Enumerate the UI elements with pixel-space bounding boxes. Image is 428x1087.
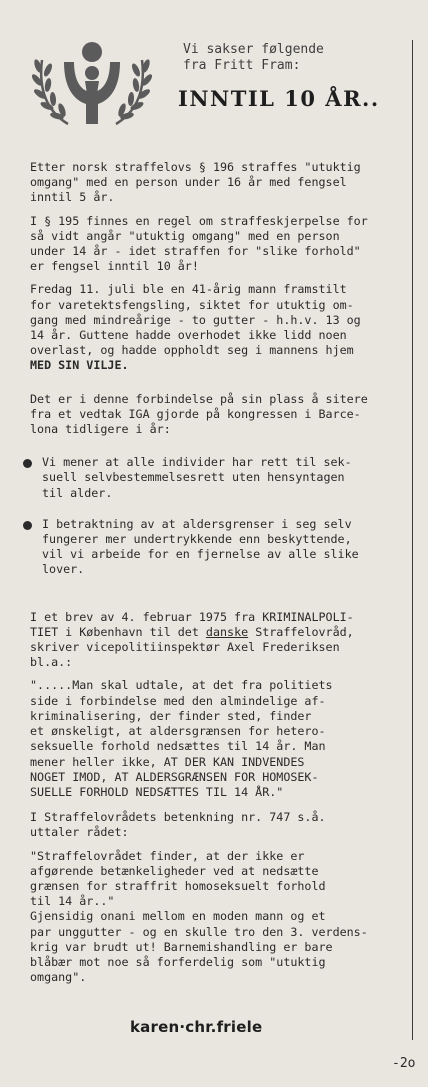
author-signature: karen·chr.friele	[130, 1018, 263, 1036]
right-margin-rule	[412, 40, 413, 1040]
quote-straffelovraadet-and-comment: "Straffelovrådet finder, at der ikke er afgørende betænkeligheder ved at nedsætte grænsen for straffrit homoseksuelt forhold til 14 år.." Gjensidig onani mellom en moden mann og et par unggutter - og en skulle tro den 3. verdens- krig var brudt ut! Barnemishandling er bare blåbær mot noe så forferdelig som "utuktig omgang".	[30, 848, 368, 985]
court-case-emphasis: MED SIN VILJE.	[30, 358, 129, 373]
court-case-text: Fredag 11. juli ble en 41-årig mann framstilt for varetektsfengsling, siktet for utuktig om- gang med mindreårige - to gutter - h.h.v. 13 og 14 år. Guttene hadde overhodet ikke lidd noen overlast, og hadde oppholdt seg i mannens hjem	[30, 282, 361, 358]
header-intro-line2: fra Fritt Fram:	[183, 58, 301, 73]
bullet-dot-icon	[23, 459, 32, 468]
list-item	[30, 455, 406, 501]
list-item	[30, 517, 406, 578]
page-number: -2o	[392, 1056, 416, 1071]
bullet-dot-icon	[23, 521, 32, 530]
header-intro-line1: Vi sakser følgende	[183, 42, 324, 57]
paragraph-straffelov-195: I § 195 finnes en regel om straffeskjerpelse for så vidt angår "utuktig omgang" med en person under 14 år - idet straffen for "slike forhold" er fengsel inntil 10 år!	[30, 213, 368, 274]
article-title: INNTIL 10 ÅR..	[178, 86, 380, 111]
paragraph-letter	[30, 610, 406, 671]
quote-politiet: ".....Man skal udtale, at det fra politiets side i forbindelse med den almindelige af- kriminalisering, der finder sted, finder et ønskeligt, at aldersgrænsen for hetero- seksuelle forhold nedsættes til 14 år. Man mener heller ikke, AT DER KAN INDVENDES NOGET IMOD, AT ALDERSGRÆNSEN FOR HOMOSEK- SUELLE FORHOLD NEDSÆTTES TIL 14 ÅR."	[30, 678, 333, 799]
letter-text-part2: Straffelovråd, skriver vicepolitiinspektør Axel Frederiksen bl.a.:	[30, 624, 354, 670]
letter-underlined-word: danske	[205, 624, 249, 639]
article-body	[30, 160, 406, 985]
paragraph-court-case	[30, 282, 406, 373]
header-intro	[183, 42, 403, 74]
paragraph-betenkning: I Straffelovrådets betenkning nr. 747 s.å. uttaler rådet:	[30, 810, 326, 840]
child-laurel-logo-icon	[30, 40, 154, 126]
section-gap	[30, 594, 406, 610]
letter-text-part1: I et brev av 4. februar 1975 fra KRIMINALPOLI- TIET i København til det	[30, 609, 354, 639]
paragraph-iga-intro: Det er i denne forbindelse på sin plass å sitere fra et vedtak IGA gjorde på kongressen i Barce- lona tidligere i år:	[30, 391, 368, 437]
bullet-text: I betraktning av at aldersgrenser i seg selv fungerer mer undertrykkende enn beskyttende, vil vi arbeide for en fjernelse av alle slike lover.	[42, 516, 359, 577]
paragraph-straffelov-196: Etter norsk straffelovs § 196 straffes "utuktig omgang" med en person under 16 år med fengsel inntil 5 år.	[30, 160, 361, 205]
bullet-text: Vi mener at alle individer har rett til sek- suell selvbestemmelsesrett uten hensyntagen til alder.	[42, 455, 352, 500]
